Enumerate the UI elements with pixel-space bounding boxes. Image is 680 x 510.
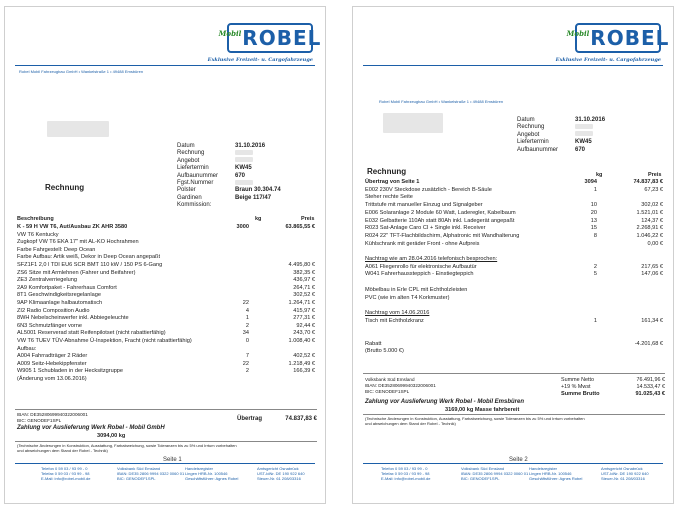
- item-weight: 7: [245, 353, 249, 360]
- meta-label: Polster: [177, 187, 196, 194]
- item-description: Farbe Aufbau: Artik weiß, Dekor in Deep Ocean angepaßt: [17, 254, 161, 261]
- line-item-row: [365, 302, 665, 309]
- item-weight: 34: [242, 330, 249, 337]
- sender-line: Robel Mobil Fahrzeugbau GmbH • Wankelstraße 1 • 49488 Emsbüren: [19, 69, 144, 74]
- col-weight: kg: [255, 216, 262, 222]
- item-description: Farbe Fahrgestell: Deep Ocean: [17, 246, 96, 253]
- line-item-row: [365, 233, 665, 240]
- item-description: ZE3 Zentralverriegelung: [17, 277, 78, 284]
- item-description: Trittstufe mit manueller Einzug und Signalgeber: [365, 202, 483, 209]
- redacted-address: [47, 121, 109, 137]
- item-weight: 1: [593, 317, 597, 324]
- meta-value: KW45: [235, 165, 252, 172]
- item-price: 1.264,71 €: [288, 300, 315, 306]
- col-price: Preis: [648, 172, 662, 178]
- line-item-row: [365, 202, 665, 209]
- item-description: Kühlschrank mit geräder Front - ohne Aufpreis: [365, 240, 480, 247]
- item-price: 63.865,55 €: [285, 224, 315, 230]
- item-price: 1.046,22 €: [636, 232, 663, 239]
- item-description: (Änderung vom 13.06.2016): [17, 376, 87, 382]
- footer-contact: Telefon 0 59 03 / 93 99 - 0 Telefax 0 59 03 / 93 99 - 98 E-Mail: info@robel-mobil.de: [41, 466, 91, 481]
- meta-label: Liefertermin: [177, 165, 209, 172]
- item-description: W905 1 Schubladen in der Hecksitzgruppe: [17, 368, 124, 375]
- robel-logo: Mobil ROBEL: [227, 23, 313, 53]
- col-weight: kg: [596, 172, 603, 178]
- footer-divider: [363, 463, 663, 464]
- footer-contact: Telefon 0 59 03 / 93 99 - 0 Telefax 0 59 03 / 93 99 - 98 E-Mail: info@robel-mobil.de: [381, 466, 431, 481]
- item-weight: 2: [593, 263, 597, 270]
- line-item-row: [365, 271, 665, 278]
- line-item-row: [17, 277, 317, 284]
- invoice-page-1: [4, 6, 326, 504]
- invoice-page-2: [352, 6, 674, 504]
- item-weight: 4: [245, 307, 249, 314]
- footer-register: Handelsregister Lingen HRB-Nr. 100546 Geschäftsführer: Agnes Robel: [529, 466, 583, 481]
- tagline: Exklusive Freizeit- u. Cargofahrzeuge: [555, 57, 661, 63]
- item-price: 124,37 €: [641, 217, 663, 224]
- line-item-row: [17, 247, 317, 254]
- footer-register: Handelsregister Lingen HRB-Nr. 100546 Geschäftsführer: Agnes Robel: [185, 466, 239, 481]
- item-description: Nachtrag vom 14.06.2016: [365, 309, 430, 316]
- col-description: Beschreibung: [17, 216, 54, 222]
- line-item-row: [365, 341, 665, 348]
- item-price: 92,44 €: [296, 322, 315, 329]
- item-description: AL5001 Reserverad statt Reifenpilotset (nicht rabattierfähig): [17, 330, 166, 337]
- redacted-field: [235, 157, 253, 162]
- item-price: 402,52 €: [293, 353, 315, 360]
- item-price: 264,71 €: [293, 284, 315, 291]
- item-description: Zugkopf VW T6 EKA 17" mit AL-KO Hochrahmen: [17, 239, 139, 246]
- item-price: 161,34 €: [641, 317, 663, 324]
- meta-label: Gardinen: [177, 194, 202, 201]
- meta-label: Datum: [177, 143, 195, 149]
- disclaimer-cont: und abweichungen dem Stand der Robel - Technik): [365, 421, 456, 426]
- payment-note: Zahlung vor Auslieferung Werk Robel - Mobil GmbH: [17, 425, 165, 431]
- line-item-row: [365, 241, 665, 248]
- line-item-row: [17, 368, 317, 375]
- document-title: Rechnung: [45, 183, 85, 192]
- item-description: R023 Sat-Anlage Caro CI + Single inkl. Receiver: [365, 225, 486, 232]
- item-price: 415,97 €: [293, 307, 315, 314]
- disclaimer: (Technische Änderungen in Konstruktion, Ausstattung, Farbabweichung, sowie Toleranzen bis zu 5% und Irrtum vorbehalten: [17, 443, 237, 448]
- item-price: 243,70 €: [293, 330, 315, 337]
- page-number: Seite 2: [509, 457, 528, 463]
- item-description: 2A9 Komfortpaket - Fahrerhaus Comfort: [17, 284, 117, 291]
- header-divider: [363, 65, 663, 66]
- item-weight: 22: [242, 360, 249, 367]
- line-item-row: [17, 323, 317, 330]
- payment-note: Zahlung vor Auslieferung Werk Robel - Mobil Emsbüren: [365, 399, 525, 405]
- item-description: A004 Fahrradträger 2 Räder: [17, 353, 88, 360]
- vat-label: +19 % Mwst: [561, 384, 591, 390]
- item-description: Rabatt: [365, 340, 382, 347]
- item-weight: 22: [242, 300, 249, 306]
- item-description: ZI2 Radio Composition Audio: [17, 307, 90, 314]
- line-item-row: [365, 310, 665, 317]
- divider: [363, 373, 665, 374]
- item-description: (Brutto 5.000 €): [365, 348, 404, 355]
- line-item-row: [365, 333, 665, 340]
- iban: IBAN: DE35280699940322006001: [365, 383, 436, 388]
- item-price: 1.521,01 €: [636, 209, 663, 216]
- item-price: 302,02 €: [641, 202, 663, 209]
- bank-name: Volksbank Süd Emsland: [365, 377, 415, 382]
- item-description: Übertrag von Seite 1: [365, 179, 420, 185]
- redacted-field: [575, 131, 593, 136]
- meta-label: Fgst.Nummer: [177, 180, 214, 186]
- tagline: Exklusive Freizeit- u. Cargofahrzeuge: [207, 57, 313, 63]
- item-description: 8T1 Geschwindigkeitsregelanlage: [17, 292, 101, 299]
- redacted-field: [235, 150, 253, 155]
- meta-label: Rechnung: [517, 124, 545, 131]
- disclaimer-cont: und abweichungen dem Stand der Robel - Technik): [17, 448, 108, 453]
- line-item-row: [17, 300, 317, 307]
- meta-value: 670: [575, 146, 586, 153]
- line-item-row: [17, 353, 317, 360]
- line-item-row: [17, 338, 317, 345]
- item-weight: 3000: [236, 224, 249, 230]
- meta-label: Kommission:: [177, 202, 212, 209]
- meta-value: 31.10.2016: [575, 117, 606, 123]
- meta-label: Datum: [517, 117, 535, 123]
- divider: [363, 414, 665, 415]
- line-item-row: [365, 264, 665, 271]
- line-item-row: [17, 315, 317, 322]
- meta-value: 670: [235, 172, 246, 179]
- sum-net-value: 76.491,96 €: [636, 377, 665, 383]
- line-item-row: [365, 187, 665, 194]
- divider: [15, 441, 317, 442]
- line-item-row: [365, 318, 665, 325]
- meta-label: Rechnung: [177, 150, 205, 157]
- item-description: E002 230V Steckdose zusätzlich - Bereich B-Säule: [365, 186, 492, 193]
- total-weight: 3169,00 kg Masse fahrbereit: [445, 407, 520, 413]
- line-item-row: [365, 179, 665, 186]
- item-description: A061 Fliegenrollo für elektronische Aufbautür: [365, 263, 477, 270]
- item-description: 6N3 Schmutzfänger vorne: [17, 322, 82, 329]
- meta-label: Angebot: [177, 157, 200, 164]
- item-description: A009 Seitz-Hebekippfenster: [17, 360, 87, 367]
- line-item-row: [365, 287, 665, 294]
- total-weight: 3094,00 kg: [97, 433, 126, 439]
- carry-over-value: 74.837,83 €: [285, 416, 317, 422]
- item-price: 302,52 €: [293, 292, 315, 299]
- item-weight: 20: [590, 209, 597, 216]
- line-item-row: [17, 308, 317, 315]
- iban: IBAN: DE35280699940322006001: [17, 412, 88, 417]
- divider: [15, 409, 317, 410]
- item-weight: 3094: [584, 179, 597, 185]
- line-item-row: [17, 330, 317, 337]
- item-description: PVC (wie im alten T4 Korkmuster): [365, 294, 450, 301]
- line-item-row: [17, 254, 317, 261]
- item-price: 436,97 €: [293, 277, 315, 284]
- carry-over-label: Übertrag: [237, 416, 263, 422]
- item-description: K - 59 H VW T6, Aut/Ausbau ZK AHR 3580: [17, 224, 128, 230]
- document-title: Rechnung: [367, 167, 407, 176]
- line-item-row: [365, 218, 665, 225]
- line-item-row: [365, 256, 665, 263]
- header-divider: [15, 65, 315, 66]
- item-description: W041 Fahrerhaussteppich - Einstiegteppich: [365, 271, 474, 278]
- col-price: Preis: [301, 216, 315, 222]
- meta-label: Angebot: [517, 131, 540, 138]
- item-price: 74.837,83 €: [633, 179, 663, 185]
- item-description: VW T6 TUEV TÜV-Abnahme Ü-Inspektion, Fracht (nicht rabattierfähig): [17, 338, 192, 344]
- item-description: E032 Gelbatterie 110Ah statt 80Ah inkl. Ladegerät angepaßt: [365, 217, 515, 224]
- line-item-row: [365, 210, 665, 217]
- item-price: 4.495,80 €: [288, 262, 315, 268]
- line-item-row: [17, 346, 317, 353]
- line-item-row: [17, 292, 317, 299]
- item-description: VW T6 Kentucky: [17, 231, 59, 238]
- redacted-field: [235, 180, 253, 185]
- line-item-row: [17, 224, 317, 231]
- footer-court: Amtsgericht Osnabrück UST-IdNr. DE 190 922 640 Steuer-Nr. 61 208/03316: [257, 466, 305, 481]
- line-item-row: [365, 248, 665, 255]
- item-weight: 10: [590, 202, 597, 209]
- line-item-row: [365, 295, 665, 302]
- item-price: 147,06 €: [641, 271, 663, 278]
- redacted-field: [575, 124, 593, 129]
- item-weight: 8: [593, 232, 597, 239]
- item-price: 2.268,91 €: [636, 225, 663, 232]
- item-description: E006 Solaranlage 2 Module 60 Watt, Laderegler, Kabelbaum: [365, 209, 516, 216]
- bic: BIC: GENODEF1SPL: [17, 418, 62, 423]
- line-item-row: [365, 279, 665, 286]
- vat-value: 14.533,47 €: [636, 384, 665, 390]
- item-price: 217,65 €: [641, 263, 663, 270]
- item-weight: 2: [245, 322, 249, 329]
- item-price: 67,23 €: [644, 186, 663, 193]
- item-description: Nachtrag wie am 28.04.2016 telefonisch besprochen:: [365, 256, 498, 262]
- disclaimer: (Technische Änderungen in Konstruktion, Ausstattung, Farbabweichung, sowie Toleranzen bis zu 5% und Irrtum vorbehalten: [365, 416, 585, 421]
- redacted-address: [383, 113, 443, 133]
- line-item-row: [365, 348, 665, 355]
- item-description: Steher rechte Seite: [365, 194, 413, 201]
- item-price: 382,35 €: [293, 269, 315, 276]
- line-item-row: [17, 262, 317, 269]
- item-price: -4.201,68 €: [634, 340, 663, 347]
- meta-value: Beige 117/47: [235, 194, 272, 201]
- item-description: Tisch mit Echtholzkranz: [365, 317, 424, 324]
- footer-divider: [15, 463, 315, 464]
- item-price: 166,39 €: [293, 368, 315, 375]
- line-item-row: [17, 285, 317, 292]
- item-price: 1.008,40 €: [288, 338, 315, 344]
- line-item-row: [17, 361, 317, 368]
- item-description: SFZ1F1 2,0 l TDI EU6 SCR BMT 110 kW / 150 PS 6-Gang: [17, 262, 163, 268]
- line-item-row: [365, 325, 665, 332]
- meta-value: KW45: [575, 139, 592, 146]
- item-price: 1.218,49 €: [288, 360, 315, 367]
- item-description: 9AP Klimaanlage halbautomatisch: [17, 300, 103, 306]
- footer-court: Amtsgericht Osnabrück UST-IdNr. DE 190 922 640 Steuer-Nr. 61 208/03316: [601, 466, 649, 481]
- item-description: R024 22" TFT-Flachbildschirm, Alphatronic mit Wandhalterung: [365, 232, 520, 239]
- item-weight: 1: [593, 186, 597, 193]
- item-weight: 13: [590, 217, 597, 224]
- line-item-row: [365, 194, 665, 201]
- bic: BIC: GENODEF1SPL: [365, 389, 410, 394]
- item-price: 277,31 €: [293, 315, 315, 322]
- line-item-row: [17, 232, 317, 239]
- footer-bank: Volksbank Süd Emsland IBAN: DE35 2806 9994 0322 0060 01 BIC: GENODEF1SPL: [117, 466, 185, 481]
- meta-value: 31.10.2016: [235, 143, 266, 149]
- line-item-row: [17, 239, 317, 246]
- item-weight: 5: [593, 271, 597, 278]
- item-weight: 1: [245, 315, 249, 322]
- sum-gross-value: 91.025,43 €: [635, 391, 665, 397]
- item-description: Aufbau:: [17, 345, 37, 352]
- meta-label: Aufbaunummer: [517, 146, 559, 153]
- sum-net-label: Summe Netto: [561, 377, 594, 383]
- line-item-row: [17, 376, 317, 383]
- line-item-row: [17, 270, 317, 277]
- item-description: ZS6 Sitze mit Armlehnen (Fahrer und Beifahrer): [17, 269, 136, 276]
- meta-label: Aufbaunummer: [177, 172, 219, 179]
- item-description: 8WH Nebelscheinwerfer inkl. Abbiegeleuchte: [17, 315, 129, 322]
- robel-logo: Mobil ROBEL: [575, 23, 661, 53]
- item-price: 0,00 €: [647, 240, 663, 247]
- meta-label: Liefertermin: [517, 139, 549, 146]
- item-description: Möbelbau in Erle CPL mit Echtholzleisten: [365, 286, 468, 293]
- sender-line: Robel Mobil Fahrzeugbau GmbH • Wankelstraße 1 • 49488 Emsbüren: [379, 99, 504, 104]
- sum-gross-label: Summe Brutto: [561, 391, 600, 397]
- item-weight: 15: [590, 225, 597, 232]
- page-number: Seite 1: [163, 457, 182, 463]
- item-weight: 0: [245, 338, 249, 344]
- line-item-row: [365, 225, 665, 232]
- item-weight: 2: [245, 368, 249, 375]
- meta-value: Braun 30.304.74: [235, 187, 281, 194]
- footer-bank: Volksbank Süd Emsland IBAN: DE35 2806 9994 0322 0060 01 BIC: GENODEF1SPL: [461, 466, 529, 481]
